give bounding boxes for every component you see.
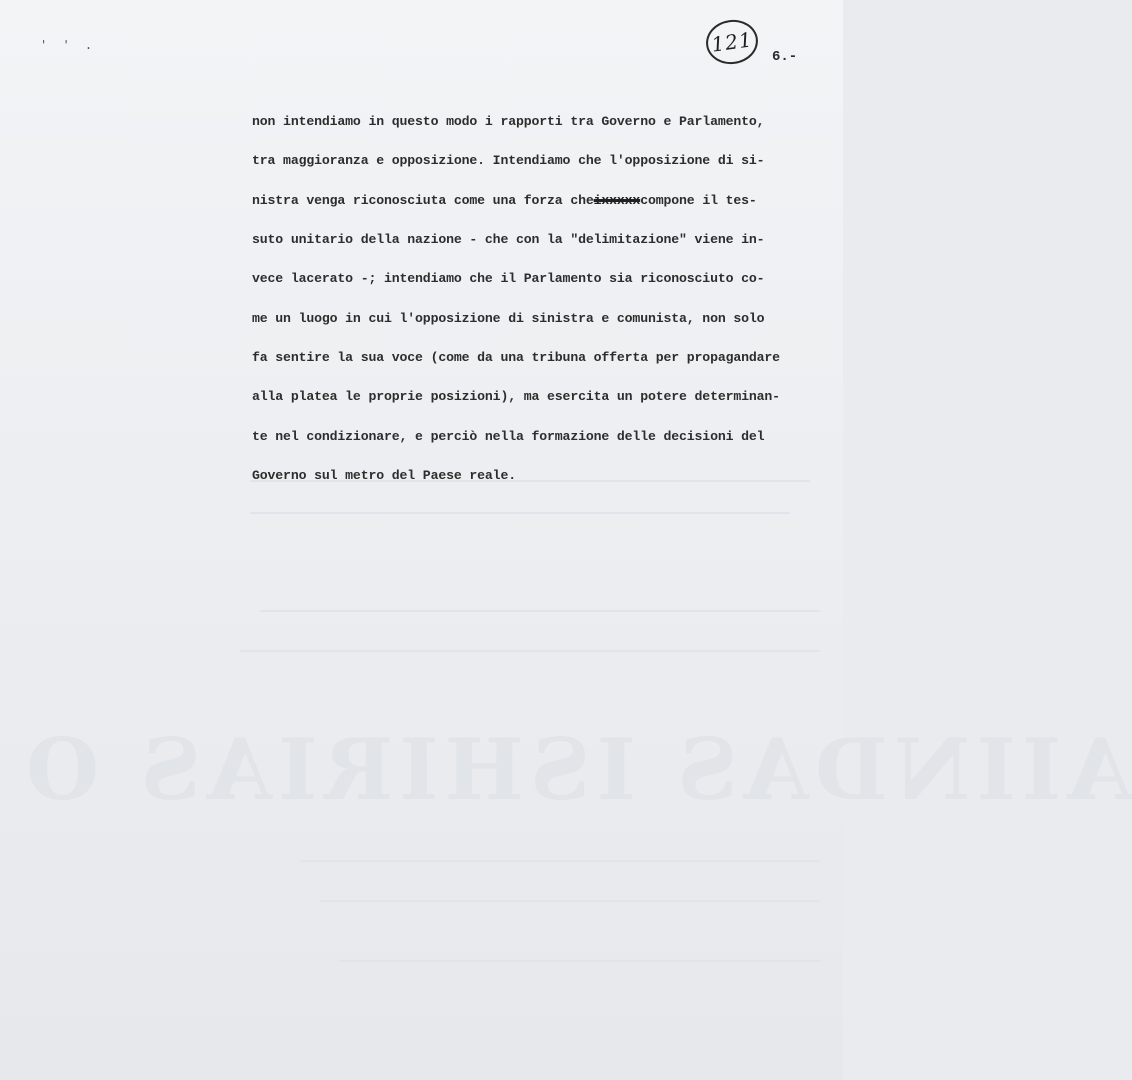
folio-number: 121 [709, 27, 755, 57]
text-line: Governo sul metro del Paese reale. [252, 467, 516, 483]
bleed-through-line [300, 860, 820, 862]
text-line: non intendiamo in questo modo i rapporti tra Governo e Parlamento, [252, 114, 765, 130]
text-line: te nel condizionare, e perciò nella formazione delle decisioni del [252, 428, 765, 444]
bleed-through-line [260, 610, 820, 612]
page-number: 6.- [772, 49, 798, 65]
bleed-through-line [340, 960, 820, 962]
text-line: suto unitario della nazione - che con la "delimitazione" viene in- [252, 232, 765, 248]
text-line: me un luogo in cui l'opposizione di sinistra e comunista, non solo [252, 310, 765, 326]
bleed-through-decoration: AIINDAS ISHIRIAS O [20, 720, 1132, 819]
folio-stamp [703, 17, 761, 68]
bleed-through-line [320, 900, 820, 902]
text-line-before: nistra venga riconosciuta come una forza che [252, 192, 594, 208]
text-line-after: compone il tes- [640, 192, 757, 208]
corner-marks: ' ' . [40, 38, 97, 52]
text-line: alla platea le proprie posizioni), ma esercita un potere determinan- [252, 389, 780, 405]
typewritten-paragraph [252, 102, 837, 495]
text-line: fa sentire la sua voce (come da una tribuna offerta per propagandare [252, 349, 780, 365]
bleed-through-line [240, 650, 820, 652]
bleed-through-line [250, 512, 790, 514]
struck-out-text: ixxxxx [593, 192, 641, 208]
text-line [252, 181, 837, 220]
text-line: tra maggioranza e opposizione. Intendiamo che l'opposizione di si- [252, 153, 765, 169]
text-line: vece lacerato -; intendiamo che il Parlamento sia riconosciuto co- [252, 271, 765, 287]
